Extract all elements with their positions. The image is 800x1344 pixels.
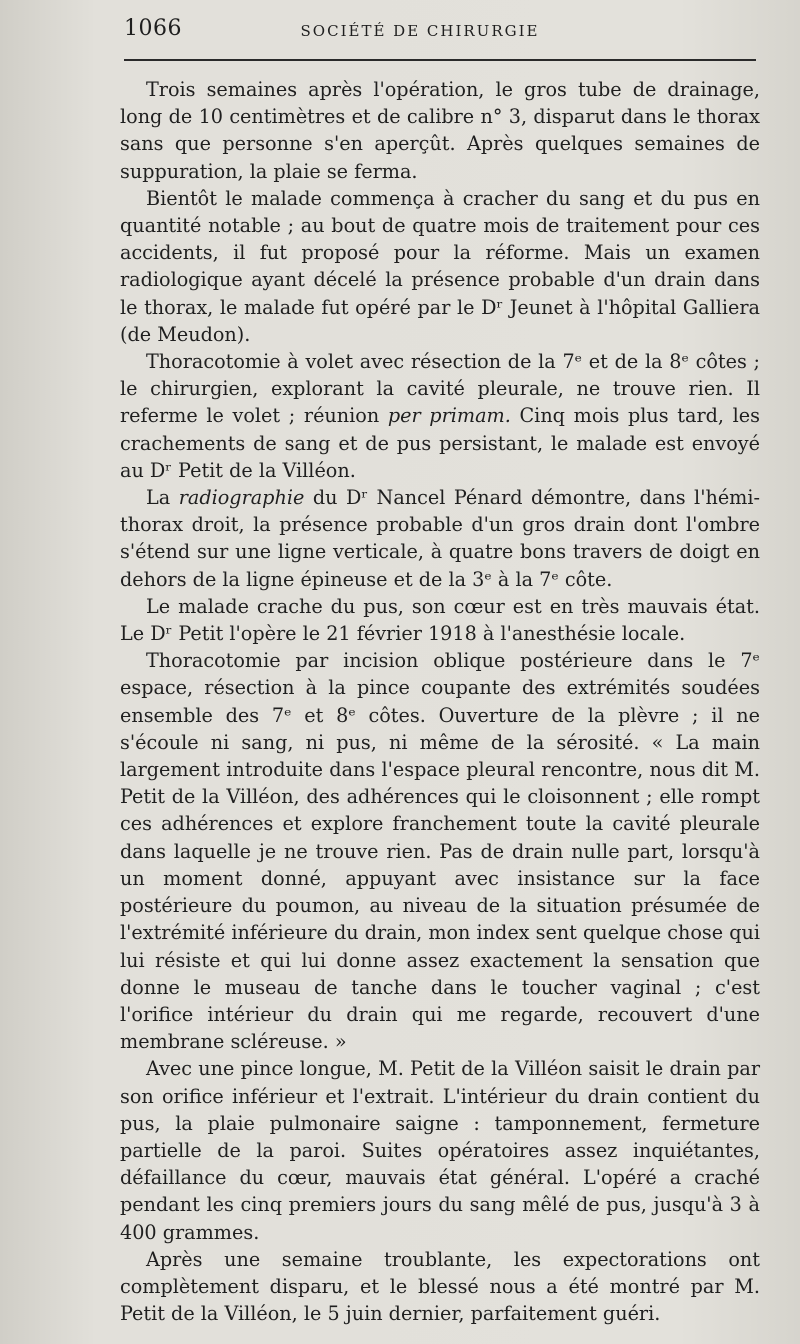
paragraph (120, 484, 760, 593)
text-run: Avec une pince longue, M. Petit de la Villéon saisit le drain par son orifice inférieur et l'extrait. L'intérieur du drain contient du pus, la plaie pulmonaire saigne : tamponnement, fermeture partielle de la paroi. Suites opératoires assez inquiétantes, défaillance du cœur, mauvais état général. L'opéré a craché pendant les cinq premiers jours du sang mêlé de pus, jusqu'à 3 à 400 grammes. (120, 1057, 760, 1244)
text-run: Le malade crache du pus, son cœur est en très mauvais état. Le Dʳ Petit l'opère le 21 février 1918 à l'anesthésie locale. (120, 594, 760, 646)
italic-text: per primam. (387, 404, 511, 428)
text-run: Après une semaine troublante, les expectorations ont complètement disparu, et le blessé nous a été montré par M. Petit de la Villéon, le 5 juin dernier, parfaitement guéri. (120, 1247, 760, 1326)
paragraph (120, 185, 760, 348)
paragraph (120, 1055, 760, 1245)
paragraph (120, 647, 760, 1055)
body-text (120, 76, 760, 1327)
paragraph (120, 1246, 760, 1328)
paragraph (120, 348, 760, 484)
text-run: du Dʳ Nancel Pénard démontre, dans l'hémi-thorax droit, la présence probable d'un gros drain dont l'ombre s'étend sur une ligne verticale, à quatre bons travers de doigt en dehors de la ligne épineuse et de la 3ᵉ à la 7ᵉ côte. (120, 486, 760, 591)
running-title: SOCIÉTÉ DE CHIRURGIE (300, 22, 540, 40)
paragraph (120, 76, 760, 185)
italic-text: radiographie (178, 486, 305, 510)
page-header (0, 16, 800, 56)
text-run: Cinq mois plus tard, les crachements de sang et de pus persistant, le malade est envoyé au Dʳ Petit de la Villéon. (120, 404, 760, 482)
text-run: Bientôt le malade commença à cracher du sang et du pus en quantité notable ; au bout de quatre mois de traitement pour ces accidents, il fut proposé pour la réforme. Mais un examen radiologique ayant décelé la présence probable d'un drain dans le thorax, le malade fut opéré par le Dʳ Jeunet à l'hôpital Galliera (de Meudon). (120, 186, 760, 346)
text-run: La (146, 486, 179, 510)
text-run: Thoracotomie à volet avec résection de la 7ᵉ et de la 8ᵉ côtes ; le chirurgien, explorant la cavité pleurale, ne trouve rien. Il referme le volet ; réunion (120, 350, 760, 428)
text-run: Trois semaines après l'opération, le gros tube de drainage, long de 10 centimètres et de calibre n° 3, disparut dans le thorax sans que personne s'en aperçût. Après quelques semaines de suppuration, la plaie se ferma. (120, 78, 760, 183)
paragraph (120, 593, 760, 647)
header-rule (124, 59, 756, 61)
text-run: Thoracotomie par incision oblique postérieure dans le 7ᵉ espace, résection à la pince coupante des extrémités soudées ensemble des 7ᵉ et 8ᵉ côtes. Ouverture de la plèvre ; il ne s'écoule ni sang, ni pus, ni même de la sérosité. « La main largement introduite dans l'espace pleural rencontre, nous dit M. Petit de la Villéon, des adhérences qui le cloisonnent ; elle rompt ces adhérences et explore franchement toute la cavité pleurale dans laquelle je ne trouve rien. Pas de drain nulle part, lorsqu'à un moment donné, appuyant avec insistance sur la face postérieure du poumon, au niveau de la situation présumée de l'extrémité inférieure du drain, mon index sent quelque chose qui lui résiste et qui lui donne assez exactement la sensation que donne le museau de tanche dans le toucher vaginal ; c'est l'orifice intérieur du drain qui me regarde, recouvert d'une membrane scléreuse. » (120, 649, 760, 1054)
page-number: 1066 (124, 16, 182, 41)
